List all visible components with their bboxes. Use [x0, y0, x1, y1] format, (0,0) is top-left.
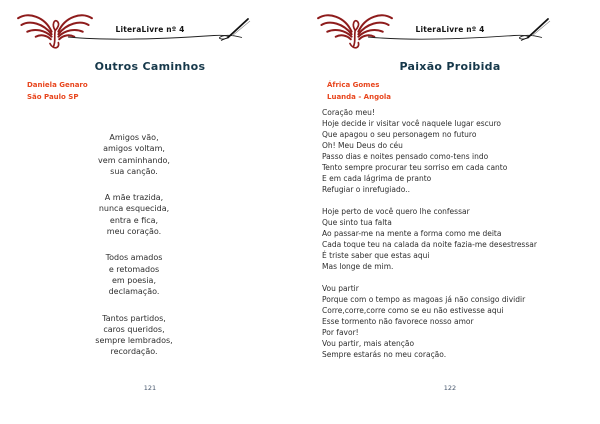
- poem-line: Oh! Meu Deus do céu: [322, 141, 403, 150]
- poem-line: Tantos partidos,: [102, 313, 166, 323]
- quill-pen-icon: [66, 16, 258, 44]
- poem-line: meu coração.: [106, 227, 162, 237]
- poem-line: Hoje decide ir visitar você naquele lugar escuro: [322, 119, 501, 128]
- poem-line: Ao passar-me na mente a forma como me deita: [322, 229, 502, 238]
- poem-line: Que apagou o seu personagem no futuro: [322, 130, 477, 139]
- book-header-title: LiteraLivre nº 4: [415, 25, 485, 34]
- page-right: [300, 0, 600, 424]
- poem-stanza: [0, 313, 268, 358]
- poem-title: Outros Caminhos: [94, 60, 206, 73]
- quill-pen-icon: [366, 16, 558, 44]
- poem-line: Refugiar o inrefugiado..: [322, 185, 410, 194]
- poem-line: Todos amados: [105, 253, 163, 263]
- poem-line: vem caminhando,: [98, 155, 170, 165]
- poem-line: Amigos vão,: [109, 133, 159, 142]
- poem-stanza: [0, 252, 268, 297]
- poem-line: entra e fica,: [109, 215, 159, 225]
- poem-line: Sempre estarás no meu coração.: [322, 350, 447, 359]
- author-block: [27, 79, 88, 103]
- book-header-title: LiteraLivre nº 4: [115, 25, 185, 34]
- poem-line: recordação.: [110, 347, 158, 357]
- poem-line: declamação.: [108, 287, 160, 297]
- poem-line: sempre lembrados,: [95, 336, 173, 346]
- poem-stanza: [322, 206, 584, 272]
- poem-line: Passo dias e noites pensado como-tens indo: [322, 152, 489, 161]
- poem-line: Corre,corre,corre como se eu não estivesse aqui: [322, 306, 504, 315]
- author-name: Daniela Genaro: [27, 81, 88, 89]
- poem-body: [322, 107, 584, 371]
- poem-title: Paixão Proibida: [399, 60, 501, 73]
- poem-line: A mãe trazida,: [104, 193, 164, 203]
- poem-line: Porque com o tempo as magoas já não consigo dividir: [322, 295, 526, 304]
- poem-line: amigos voltam,: [103, 144, 165, 154]
- poem-line: Mas longe de mim.: [322, 262, 394, 271]
- poem-line: caros queridos,: [103, 324, 165, 334]
- poem-stanza: [322, 107, 584, 195]
- page-number: 121: [143, 384, 157, 392]
- poem-line: Tento sempre procurar teu sorriso em cada canto: [322, 163, 508, 172]
- page-number: 122: [443, 384, 457, 392]
- author-block: [327, 79, 391, 103]
- poem-stanza: [0, 132, 268, 177]
- poem-line: E em cada lágrima de pranto: [322, 174, 432, 183]
- poem-line: e retomados: [108, 264, 160, 274]
- poem-body: [0, 132, 268, 373]
- poem-line: sua canção.: [110, 166, 158, 176]
- poem-line: Vou partir: [322, 284, 359, 293]
- author-name: África Gomes: [327, 81, 380, 89]
- poem-line: Vou partir, mais atenção: [322, 339, 415, 348]
- author-location: São Paulo SP: [27, 93, 79, 101]
- poem-line: em poesia,: [112, 275, 156, 285]
- poem-line: É triste saber que estas aqui: [322, 251, 430, 260]
- author-location: Luanda - Angola: [327, 93, 392, 101]
- poem-line: Que sinto tua falta: [322, 218, 392, 227]
- poem-stanza: [0, 192, 268, 237]
- poem-line: Cada toque teu na calada da noite fazia-me desestressar: [322, 240, 537, 249]
- poem-line: Esse tormento não favorece nosso amor: [322, 317, 474, 326]
- poem-line: Hoje perto de você quero lhe confessar: [322, 207, 470, 216]
- poem-stanza: [322, 283, 584, 360]
- poem-line: Por favor!: [322, 328, 359, 337]
- poem-line: Coração meu!: [322, 108, 375, 117]
- poem-line: nunca esquecida,: [98, 204, 170, 214]
